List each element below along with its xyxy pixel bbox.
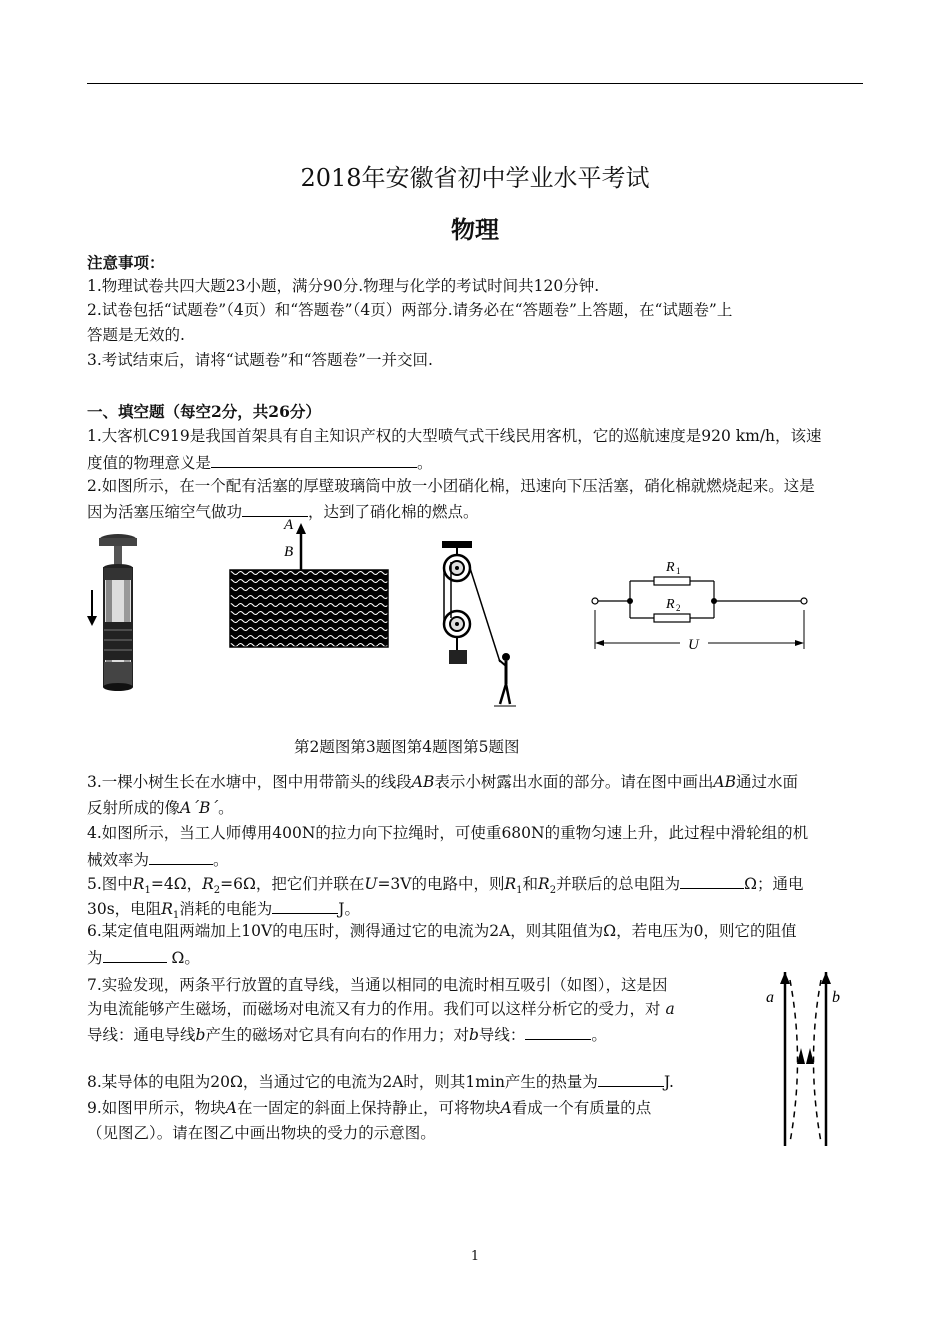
q2-line-1: 2.如图所示，在一个配有活塞的厚壁玻璃筒中放一小团硝化棉，迅速向下压活塞，硝化棉就燃烧起来。这是 bbox=[87, 477, 815, 495]
notice-item-2-line-1: 2.试卷包括“试题卷”（4页）和“答题卷”（4页）两部分.请务必在“答题卷”上答题，在“试题卷”上 bbox=[87, 301, 733, 319]
figure-captions: 第2题图第3题图第4题图第5题图 bbox=[294, 738, 520, 756]
q6-line-1: 6.某定值电阻两端加上10V的电压时，测得通过它的电流为2A，则其阻值为Ω，若电压为0，则它的阻值 bbox=[87, 922, 797, 940]
exam-title: 2018年安徽省初中学业水平考试 bbox=[300, 164, 650, 192]
q1-answer-blank[interactable] bbox=[211, 449, 417, 468]
fig7-label-b: b bbox=[832, 989, 840, 1006]
subject-title: 物理 bbox=[451, 215, 499, 244]
q7-line-2: 为电流能够产生磁场，而磁场对电流又有力的作用。我们可以这样分析它的受力，对 a bbox=[87, 1000, 675, 1018]
fig5-label-r1: R bbox=[666, 560, 675, 575]
q3-line-1: 3.一棵小树生长在水塘中，图中用带箭头的线段AB表示小树露出水面的部分。请在图中画出AB通过水面 bbox=[87, 773, 799, 791]
q2-line-2: 因为活塞压缩空气做功 ，达到了硝化棉的燃点。 bbox=[87, 498, 863, 525]
q8-answer-blank[interactable] bbox=[598, 1068, 664, 1087]
fig2-piston-cylinder bbox=[86, 530, 146, 695]
q7-line-3: 导线：通电导线b产生的磁场对它具有向右的作用力；对b导线： 。 bbox=[87, 1021, 863, 1048]
q1-line-2: 度值的物理意义是 。 bbox=[87, 449, 863, 476]
notice-item-1: 1.物理试卷共四大题23小题，满分90分.物理与化学的考试时间共120分钟. bbox=[87, 277, 600, 295]
q7-answer-blank[interactable] bbox=[525, 1021, 591, 1040]
q6-answer-blank[interactable] bbox=[103, 944, 167, 963]
q9-line-2: （见图乙）。请在图乙中画出物块的受力的示意图。 bbox=[87, 1124, 436, 1142]
q4-line-2: 械效率为 。 bbox=[87, 846, 863, 873]
q5-line-2: 30s，电阻$R_1$消耗的电能为 J。 bbox=[87, 895, 863, 928]
notice-item-2-line-2: 答题是无效的. bbox=[87, 326, 185, 344]
fig5-label-r2-sub: 2 bbox=[676, 603, 681, 613]
q7-line-1: 7.实验发现，两条平行放置的直导线，当通以相同的电流时相互吸引（如图），这是因 bbox=[87, 976, 668, 994]
q4-answer-blank[interactable] bbox=[149, 846, 213, 865]
notice-item-3: 3.考试结束后，请将“试题卷”和“答题卷”一并交回. bbox=[87, 351, 433, 369]
q5-line-1: 5.图中$R_1=4\Omega$，$R_2=6\Omega$，把它们并联在U=3V的电路中，则$R_1$和$R_2$并联后的总电阻为 Ω；通电 bbox=[87, 870, 863, 903]
q5-energy-blank[interactable] bbox=[272, 895, 338, 914]
fig5-parallel-circuit bbox=[590, 556, 812, 656]
notice-heading: 注意事项： bbox=[87, 253, 165, 272]
q8-line: 8.某导体的电阻为20Ω，当通过它的电流为2A时，则其1min产生的热量为 J. bbox=[87, 1068, 863, 1095]
page-number: 1 bbox=[470, 1249, 480, 1264]
q1-line-1: 1.大客机C919是我国首架具有自主知识产权的大型喷气式干线民用客机，它的巡航速度是920 km/h，该速 bbox=[87, 427, 822, 445]
fig5-label-r1-sub: 1 bbox=[676, 566, 681, 576]
fig7-label-a: a bbox=[766, 989, 774, 1006]
fig5-label-r2: R bbox=[666, 597, 675, 612]
q6-line-2: 为 Ω。 bbox=[87, 944, 863, 971]
q9-line-1: 9.如图甲所示，物块A在一固定的斜面上保持静止，可将物块A看成一个有质量的点 bbox=[87, 1099, 652, 1117]
fig3-pond-tree bbox=[228, 517, 393, 652]
fig4-pulley-system bbox=[436, 542, 526, 710]
fig5-label-u: U bbox=[688, 637, 699, 653]
fig3-label-a: A bbox=[284, 517, 294, 533]
header-rule bbox=[87, 83, 863, 84]
q5-resistance-blank[interactable] bbox=[680, 870, 744, 889]
q3-line-2: 反射所成的像A´B´。 bbox=[87, 799, 234, 817]
q2-answer-blank[interactable] bbox=[242, 498, 308, 517]
section-1-heading: 一、填空题（每空2分，共26分） bbox=[87, 402, 321, 421]
q4-line-1: 4.如图所示，当工人师傅用400N的拉力向下拉绳时，可使重680N的重物匀速上升，此过程中滑轮组的机 bbox=[87, 824, 809, 842]
fig3-label-b: B bbox=[284, 544, 294, 560]
